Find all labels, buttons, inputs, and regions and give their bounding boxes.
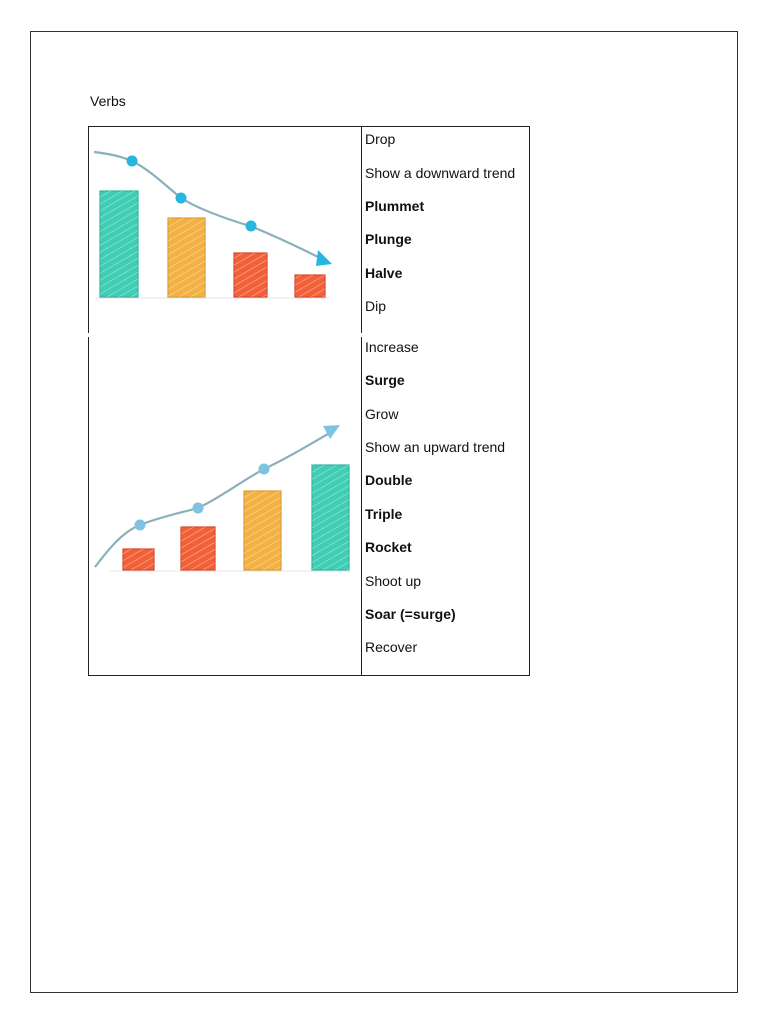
trend-arrowhead: [323, 425, 340, 439]
verb-show-upward-trend: Show an upward trend: [365, 439, 506, 455]
verb-drop: Drop: [365, 131, 396, 147]
trend-dot: [246, 221, 257, 232]
verb-halve: Halve: [365, 265, 403, 281]
trend-dot: [259, 464, 270, 475]
verb-show-downward-trend: Show a downward trend: [365, 165, 516, 181]
verb-rocket: Rocket: [365, 539, 412, 555]
verb-triple: Triple: [365, 506, 403, 522]
table-border-top: [88, 126, 530, 127]
downward-trend-illustration: [90, 140, 340, 305]
verb-dip: Dip: [365, 298, 387, 314]
verb-shoot-up: Shoot up: [365, 573, 422, 589]
verb-grow: Grow: [365, 406, 399, 422]
verb-increase: Increase: [365, 339, 419, 355]
table-border-right: [529, 126, 530, 676]
trend-dot: [127, 156, 138, 167]
trend-dot: [135, 520, 146, 531]
verb-recover: Recover: [365, 639, 418, 655]
upward-trend-illustration: [90, 420, 355, 580]
verb-plunge: Plunge: [365, 231, 412, 247]
section-heading: Verbs: [90, 93, 126, 109]
verb-surge: Surge: [365, 372, 405, 388]
trend-dot: [193, 503, 204, 514]
verb-plummet: Plummet: [365, 198, 425, 214]
table-border-left-lower: [88, 337, 89, 676]
verb-soar: Soar (=surge): [365, 606, 456, 622]
table-border-left-upper: [88, 126, 89, 333]
trend-dot: [176, 193, 187, 204]
verb-double: Double: [365, 472, 413, 488]
trend-arrowhead: [316, 250, 332, 266]
table-column-divider-upper: [361, 126, 362, 333]
table-column-divider-lower: [361, 337, 362, 676]
table-border-bottom: [88, 675, 530, 676]
